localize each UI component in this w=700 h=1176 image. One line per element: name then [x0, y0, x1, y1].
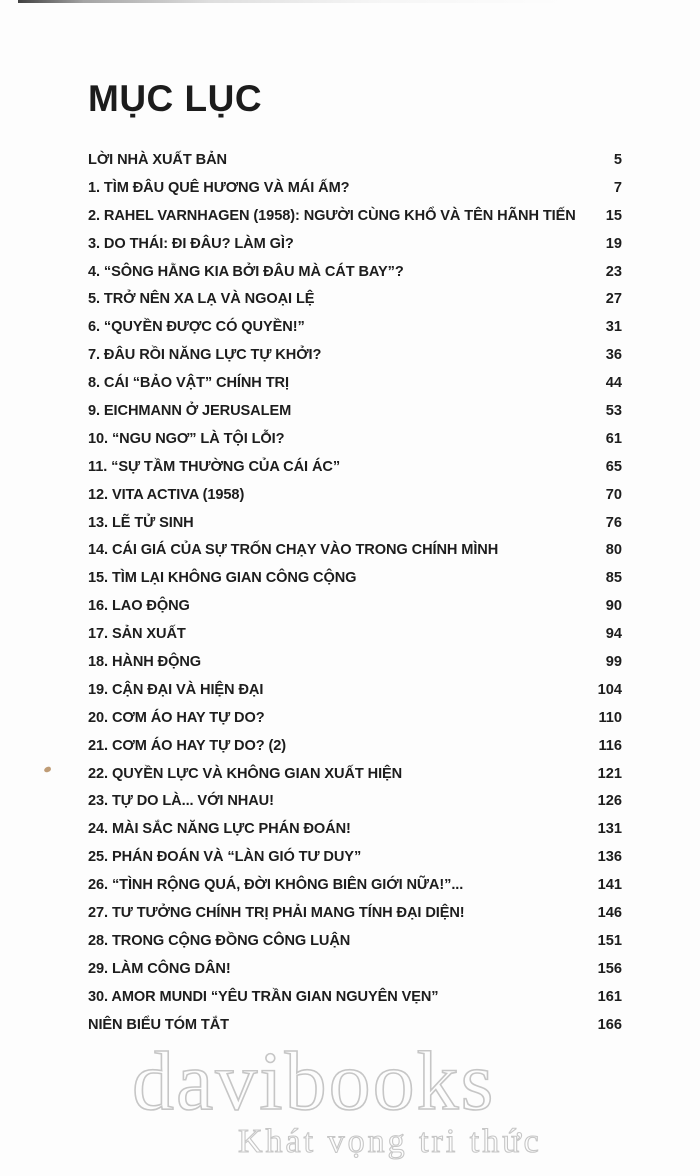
toc-entry-page: 44 [605, 375, 622, 392]
toc-entry-page: 161 [597, 988, 622, 1005]
toc-row [88, 515, 622, 543]
toc-entry-page: 126 [597, 793, 622, 810]
toc-entry-label: LỜI NHÀ XUẤT BẢN [88, 152, 227, 168]
toc-entry-page: 99 [605, 654, 622, 671]
toc-entry-page: 166 [597, 1016, 622, 1033]
toc-row [88, 347, 622, 375]
toc-row [88, 236, 622, 264]
toc-row [88, 459, 622, 487]
toc-entry-page: 65 [605, 458, 622, 475]
toc-entry-label: 29. LÀM CÔNG DÂN! [88, 960, 231, 977]
toc-entry-label: 4. “SÔNG HẰNG KIA BỞI ĐÂU MÀ CÁT BAY”? [88, 263, 404, 280]
toc-entry-page: 141 [597, 877, 622, 894]
toc-entry-label: 27. TƯ TƯỞNG CHÍNH TRỊ PHẢI MANG TÍNH ĐẠI DIỆN! [88, 905, 465, 922]
toc-entry-page: 70 [605, 486, 622, 503]
toc-row [88, 208, 622, 236]
toc-row [88, 905, 622, 933]
toc-entry-page: 53 [605, 403, 622, 420]
toc-row [88, 291, 622, 319]
toc-entry-label: 10. “NGU NGƠ” LÀ TỘI LỖI? [88, 430, 285, 447]
toc-entry-page: 151 [597, 932, 622, 949]
toc-entry-label: 26. “TÌNH RỘNG QUÁ, ĐỜI KHÔNG BIÊN GIỚI NỮA!”... [88, 877, 464, 894]
toc-entry-label: 14. CÁI GIÁ CỦA SỰ TRỐN CHẠY VÀO TRONG CHÍNH MÌNH [88, 542, 499, 559]
toc-entry-page: 76 [605, 514, 622, 531]
toc-entry-label: 12. VITA ACTIVA (1958) [88, 486, 245, 503]
scan-artifact-line [18, 0, 563, 3]
toc-entry-label: 11. “SỰ TẦM THƯỜNG CỦA CÁI ÁC” [88, 458, 341, 475]
toc-row [88, 793, 622, 821]
toc-entry-page: 116 [598, 737, 622, 754]
toc-entry-page: 104 [597, 681, 622, 698]
watermark-tagline: Khát vọng tri thức [238, 1123, 542, 1160]
toc-row [88, 152, 622, 180]
toc-entry-label: 2. RAHEL VARNHAGEN (1958): NGƯỜI CÙNG KHỔ VÀ TÊN HÃNH TIẾN [88, 207, 576, 224]
toc-entry-page: 146 [597, 905, 622, 922]
toc-entry-page: 136 [597, 849, 622, 866]
toc-entry-label: 16. LAO ĐỘNG [88, 598, 190, 615]
toc-row [88, 682, 622, 710]
toc-row [88, 989, 622, 1017]
toc-entry-page: 15 [605, 207, 622, 224]
toc-entry-label: 30. AMOR MUNDI “YÊU TRẦN GIAN NGUYÊN VẸN” [88, 988, 439, 1005]
toc-row [88, 375, 622, 403]
toc-row [88, 710, 622, 738]
toc-entry-label: 1. TÌM ĐÂU QUÊ HƯƠNG VÀ MÁI ẤM? [88, 179, 350, 196]
toc-row [88, 877, 622, 905]
toc-entry-page: 5 [613, 152, 622, 168]
toc-entry-label: 3. DO THÁI: ĐI ĐÂU? LÀM GÌ? [88, 235, 294, 252]
toc-row [88, 626, 622, 654]
toc-row [88, 821, 622, 849]
toc-entry-label: 8. CÁI “BẢO VẬT” CHÍNH TRỊ [88, 375, 289, 392]
toc-row [88, 180, 622, 208]
toc-entry-page: 23 [605, 263, 622, 280]
toc-entry-label: 19. CẬN ĐẠI VÀ HIỆN ĐẠI [88, 681, 264, 698]
toc-row [88, 542, 622, 570]
page-title: MỤC LỤC [88, 78, 263, 119]
toc-row [88, 738, 622, 766]
toc-entry-label: 18. HÀNH ĐỘNG [88, 654, 202, 671]
toc-entry-page: 110 [598, 709, 622, 726]
toc-list [88, 152, 622, 1045]
toc-entry-label: 17. SẢN XUẤT [88, 626, 186, 643]
toc-entry-page: 61 [605, 430, 622, 447]
toc-row [88, 319, 622, 347]
toc-row [88, 933, 622, 961]
toc-entry-label: NIÊN BIỂU TÓM TẮT [88, 1016, 229, 1033]
toc-row [88, 654, 622, 682]
toc-row [88, 766, 622, 794]
toc-entry-page: 31 [605, 319, 622, 336]
toc-entry-page: 85 [605, 570, 622, 587]
toc-entry-label: 22. QUYỀN LỰC VÀ KHÔNG GIAN XUẤT HIỆN [88, 765, 403, 782]
toc-entry-page: 19 [605, 235, 622, 252]
toc-row [88, 264, 622, 292]
toc-entry-page: 7 [613, 179, 622, 196]
toc-entry-page: 94 [605, 626, 622, 643]
toc-entry-label: 24. MÀI SẮC NĂNG LỰC PHÁN ĐOÁN! [88, 821, 351, 838]
toc-entry-label: 21. CƠM ÁO HAY TỰ DO? (2) [88, 737, 287, 754]
toc-entry-label: 13. LẼ TỬ SINH [88, 514, 194, 531]
ink-speck [43, 766, 51, 773]
toc-entry-label: 28. TRONG CỘNG ĐỒNG CÔNG LUẬN [88, 932, 351, 949]
toc-entry-page: 121 [597, 765, 622, 782]
toc-entry-label: 15. TÌM LẠI KHÔNG GIAN CÔNG CỘNG [88, 570, 357, 587]
toc-entry-page: 90 [605, 598, 622, 615]
toc-entry-page: 80 [605, 542, 622, 559]
toc-entry-page: 156 [597, 960, 622, 977]
toc-entry-page: 36 [605, 347, 622, 364]
toc-row [88, 961, 622, 989]
watermark-logo-text: davibooks [132, 1035, 496, 1128]
toc-entry-label: 25. PHÁN ĐOÁN VÀ “LÀN GIÓ TƯ DUY” [88, 849, 362, 866]
toc-entry-label: 6. “QUYỀN ĐƯỢC CÓ QUYỀN!” [88, 319, 305, 336]
toc-row [88, 431, 622, 459]
toc-row [88, 598, 622, 626]
toc-entry-label: 9. EICHMANN Ở JERUSALEM [88, 403, 292, 420]
toc-entry-label: 5. TRỞ NÊN XA LẠ VÀ NGOẠI LỆ [88, 291, 315, 308]
toc-entry-label: 23. TỰ DO LÀ... VỚI NHAU! [88, 793, 274, 810]
toc-entry-label: 7. ĐÂU RỒI NĂNG LỰC TỰ KHỞI? [88, 347, 322, 364]
toc-row [88, 849, 622, 877]
toc-row [88, 570, 622, 598]
toc-entry-page: 131 [597, 821, 622, 838]
toc-row [88, 487, 622, 515]
toc-entry-label: 20. CƠM ÁO HAY TỰ DO? [88, 709, 265, 726]
toc-row [88, 403, 622, 431]
toc-row [88, 1017, 622, 1045]
toc-entry-page: 27 [605, 291, 622, 308]
